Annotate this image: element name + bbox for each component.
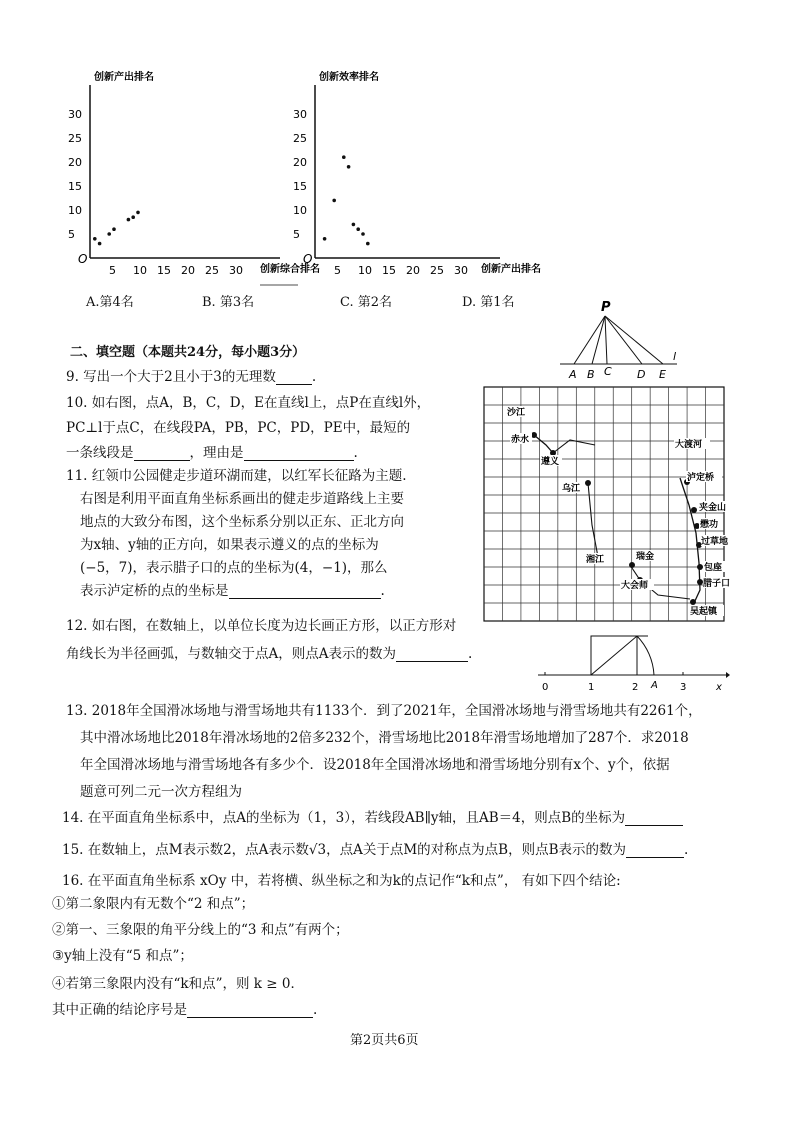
answer-blank[interactable] xyxy=(134,446,190,461)
question-11-line-2: 右图是利用平面直角坐标系画出的健走步道路线上主要 xyxy=(80,491,404,507)
question-10-text-b: ，理由是 xyxy=(189,445,244,461)
question-13-line-4: 题意可列二元一次方程组为 xyxy=(80,784,242,800)
question-10-line-2: PC⊥l于点C，在线段PA，PB，PC，PD，PE中，最短的 xyxy=(66,420,411,436)
map-label-jiajin: 夹金山 xyxy=(699,503,727,513)
answer-blank[interactable] xyxy=(229,584,381,599)
question-10-text-a: 一条线段是 xyxy=(66,445,134,461)
map-point-ruijin xyxy=(629,562,635,568)
question-11-text: 表示泸定桥的点的坐标是 xyxy=(80,583,229,599)
question-12-line-2: 角线长为半径画弧，与数轴交于点A，则点A表示的数为 . xyxy=(66,646,473,662)
route-map xyxy=(480,385,731,625)
question-10-line-3: 一条线段是 ，理由是 . xyxy=(66,445,358,461)
map-point-wujiang xyxy=(585,480,591,486)
x-tick-label: 15 xyxy=(382,264,396,277)
conclusion-4: ④若第三象限内没有“k和点”，则 k ≥ 0． xyxy=(52,976,304,992)
option-a: A.第4名 xyxy=(86,295,134,310)
option-c: C. 第2名 xyxy=(340,295,393,310)
square-diagonal xyxy=(591,636,637,675)
scatter-chart-1 xyxy=(60,60,320,300)
map-label-zunyi: 遵义 xyxy=(541,457,560,467)
point-a-label: A xyxy=(651,680,658,691)
map-label-maogong: 懋功 xyxy=(700,520,719,530)
y-tick-label: 5 xyxy=(68,228,75,241)
map-label-chishui: 赤水 xyxy=(511,435,530,445)
label-l: l xyxy=(673,350,677,363)
route-line xyxy=(534,435,553,453)
label-a: A xyxy=(569,368,577,381)
scatter-point xyxy=(342,155,346,159)
map-label-wujiang: 乌江 xyxy=(562,484,581,494)
question-11-line-6: 表示泸定桥的点的坐标是 . xyxy=(80,583,385,599)
scatter-point xyxy=(361,232,365,236)
y-tick-label: 5 xyxy=(293,228,300,241)
x-tick-label: 20 xyxy=(406,264,420,277)
y-tick-label: 25 xyxy=(68,132,82,145)
map-label-wuqi: 吴起镇 xyxy=(690,607,718,617)
origin-label: O xyxy=(303,252,313,266)
x-axis-label: 创新产出排名 xyxy=(481,264,541,275)
question-12-text: 角线长为半径画弧，与数轴交于点A，则点A表示的数为 xyxy=(66,646,396,662)
question-11-line-5: (−5，7)，表示腊子口的点的坐标为(4，−1)，那么 xyxy=(80,560,388,576)
answer-blank[interactable] xyxy=(187,1003,313,1018)
x-tick-label: 5 xyxy=(334,264,341,277)
route-line-2 xyxy=(553,440,595,453)
scatter-point xyxy=(93,237,97,241)
label-b: B xyxy=(587,368,595,381)
scatter-point xyxy=(323,237,327,241)
q10-figure xyxy=(555,300,695,382)
option-d: D. 第1名 xyxy=(462,295,515,310)
scatter-point xyxy=(352,223,356,227)
route-line-4 xyxy=(680,478,700,603)
answer-blank[interactable] xyxy=(625,811,683,826)
y-axis-label: 创新产出排名 xyxy=(94,72,154,83)
y-tick-label: 30 xyxy=(68,108,82,121)
x-tick-label: 20 xyxy=(181,264,195,277)
scatter-point xyxy=(347,165,351,169)
question-13-line-1: 13. 2018年全国滑冰场地与滑雪场地共有1133个．到了2021年，全国滑冰场地与滑雪场地共有2261个， xyxy=(66,703,702,719)
question-11-line-4: 为x轴、y轴的正方向，如果表示遵义的点的坐标为 xyxy=(80,537,379,553)
number-line-figure xyxy=(530,630,730,696)
conclusion-2: ②第一、三象限的角平分线上的“3 和点”有两个； xyxy=(52,922,349,938)
question-16-answer-line: 其中正确的结论序号是 . xyxy=(52,1002,318,1018)
y-tick-label: 15 xyxy=(68,180,82,193)
question-16-line-1: 16. 在平面直角坐标系 xOy 中，若将横、纵坐标之和为k的点记作“k和点”， 有如下四个结论: xyxy=(62,873,621,889)
scatter-chart-2 xyxy=(285,60,541,300)
x-tick-label: 25 xyxy=(205,264,219,277)
label-d: D xyxy=(637,368,646,381)
x-tick-label: 5 xyxy=(109,264,116,277)
answer-blank[interactable] xyxy=(396,647,468,662)
map-point-jiajin xyxy=(691,507,697,513)
label-c: C xyxy=(604,365,612,378)
conclusion-1: ①第二象限内有无数个“2 和点”； xyxy=(52,896,255,912)
option-b: B. 第3名 xyxy=(202,295,255,310)
answer-blank[interactable] xyxy=(626,843,684,858)
question-14-text: 14. 在平面直角坐标系中，点A的坐标为（1，3），若线段AB∥y轴，且AB＝4，则点B的坐标为 xyxy=(62,810,626,826)
y-tick-label: 20 xyxy=(293,156,307,169)
question-9: 9. 写出一个大于2且小于3的无理数 . xyxy=(66,369,317,385)
origin-label: O xyxy=(78,252,88,266)
question-16-text: 其中正确的结论序号是 xyxy=(52,1002,187,1018)
y-tick-label: 10 xyxy=(68,204,82,217)
tick-2: 2 xyxy=(632,682,639,693)
question-11-line-1: 11. 红领巾公园健走步道环湖而建，以红军长征路为主题. xyxy=(66,468,407,484)
y-tick-label: 20 xyxy=(68,156,82,169)
scatter-point xyxy=(332,199,336,203)
map-label-ruijin: 瑞金 xyxy=(636,552,655,562)
map-label-xiangjiang: 湘江 xyxy=(586,555,605,565)
x-tick-label: 30 xyxy=(229,264,243,277)
x-tick-label: 10 xyxy=(133,264,147,277)
scatter-point xyxy=(366,242,370,246)
map-point-wuqi xyxy=(690,599,696,605)
question-15-text: 15. 在数轴上，点M表示数2，点A表示数√3，点A关于点M的对称点为点B，则点B表示的数为 xyxy=(62,842,627,858)
question-10-line-1: 10. 如右图，点A，B，C，D，E在直线l上，点P在直线l外， xyxy=(66,395,431,411)
x-tick-label: 15 xyxy=(157,264,171,277)
section-title: 二、填空题（本题共24分，每小题3分） xyxy=(70,345,306,360)
question-11-line-3: 地点的大致分布图，这个坐标系分别以正东、正北方向 xyxy=(80,514,404,530)
question-14 xyxy=(62,810,683,826)
map-point-baozuo xyxy=(697,564,703,570)
map-label-luding: 泸定桥 xyxy=(687,473,715,483)
arc xyxy=(637,636,654,675)
y-tick-label: 25 xyxy=(293,132,307,145)
question-12-line-1: 12. 如右图，在数轴上，以单位长度为边长画正方形，以正方形对 xyxy=(66,618,457,634)
scatter-point xyxy=(356,227,360,231)
y-tick-label: 10 xyxy=(293,204,307,217)
page-footer: 第2页共6页 xyxy=(350,1033,419,1048)
scatter-point xyxy=(136,211,140,215)
y-tick-label: 15 xyxy=(293,180,307,193)
label-p: P xyxy=(601,300,611,315)
label-e: E xyxy=(659,368,666,381)
x-tick-label: 30 xyxy=(454,264,468,277)
axis-x-label: x xyxy=(716,682,722,693)
conclusion-3: ③y轴上没有“5 和点”； xyxy=(52,948,193,964)
map-label-baozuo: 包座 xyxy=(704,563,723,573)
question-15: 15. 在数轴上，点M表示数2，点A表示数√3，点A关于点M的对称点为点B，则点B表示的数为 . xyxy=(62,842,689,858)
y-axis-label: 创新效率排名 xyxy=(319,72,379,83)
y-tick-label: 30 xyxy=(293,108,307,121)
map-label-dahuishi: 大会师 xyxy=(621,581,649,591)
question-13-line-2: 其中滑冰场地比2018年滑冰场地的2倍多232个，滑雪场地比2018年滑雪场地增加了287个．求2018 xyxy=(80,730,689,746)
scatter-point xyxy=(127,218,131,222)
question-9-text: 9. 写出一个大于2且小于3的无理数 xyxy=(66,369,276,385)
tick-3: 3 xyxy=(680,682,687,693)
scatter-point xyxy=(107,232,111,236)
x-tick-label: 10 xyxy=(358,264,372,277)
map-label-caodi: 过草地 xyxy=(701,537,729,547)
map-label-dadu: 大渡河 xyxy=(675,440,703,450)
map-label-lazikou: 腊子口 xyxy=(703,579,731,589)
tick-0: 0 xyxy=(542,682,549,693)
route-line-3 xyxy=(588,483,598,557)
scatter-point xyxy=(112,227,116,231)
tick-1: 1 xyxy=(588,682,595,693)
scatter-point xyxy=(131,215,135,219)
map-label-shajiang: 沙江 xyxy=(507,408,526,418)
svg-text:创新综合排名: 创新综合排名 xyxy=(260,264,320,275)
x-tick-label: 25 xyxy=(430,264,444,277)
question-13-line-3: 年全国滑冰场地与滑雪场地各有多少个．设2018年全国滑冰场地和滑雪场地分别有x个、y个，依据 xyxy=(80,757,670,773)
scatter-point xyxy=(98,242,102,246)
answer-blank[interactable] xyxy=(244,446,354,461)
answer-blank[interactable] xyxy=(276,370,312,385)
